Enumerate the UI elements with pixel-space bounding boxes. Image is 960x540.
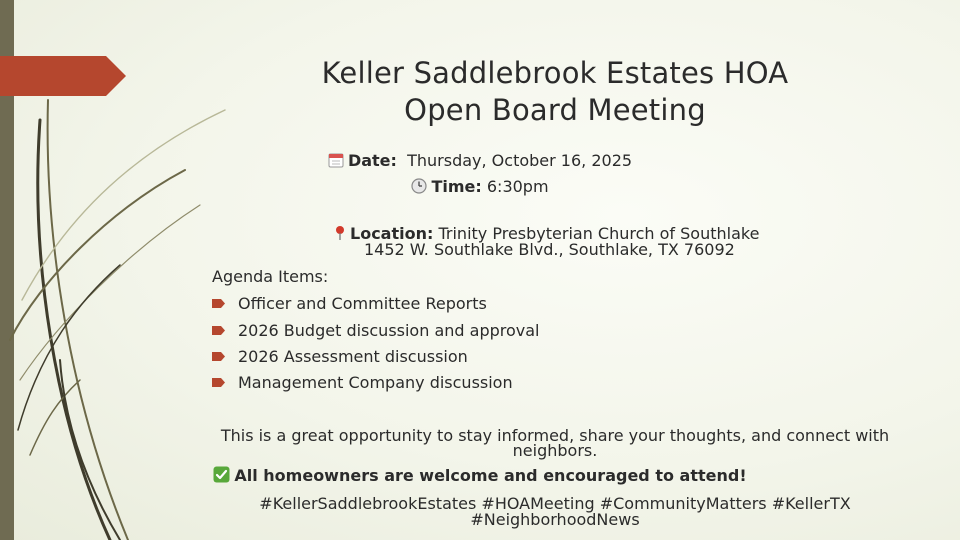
title-line-1: Keller Saddlebrook Estates HOA [321,56,789,90]
pin-icon [334,225,346,241]
bullet-arrow-icon [212,326,225,335]
clock-icon [411,178,427,194]
date-value: Thursday, October 16, 2025 [407,151,633,170]
time-label: Time: [431,177,482,196]
agenda-item-text: Management Company discussion [238,373,513,392]
location-address: 1452 W. Southlake Blvd., Southlake, TX 76092 [364,240,735,259]
location-value: Trinity Presbyterian Church of Southlake [438,224,760,243]
agenda-item [212,294,487,313]
welcome-line [0,466,960,485]
location-label: Location: [350,224,434,243]
bullet-arrow-icon [212,378,225,387]
hashtags-line-2: #NeighborhoodNews [470,510,640,529]
calendar-icon [328,152,344,168]
agenda-item-text: 2026 Budget discussion and approval [238,321,540,340]
agenda-item [212,321,539,340]
agenda-item [212,347,468,366]
accent-arrow-shape [0,56,126,96]
agenda-item [212,373,513,392]
bullet-arrow-icon [212,299,225,308]
checkmark-icon [213,466,230,483]
agenda-item-text: Officer and Committee Reports [238,294,487,313]
title-line-2: Open Board Meeting [404,93,706,127]
agenda-item-text: 2026 Assessment discussion [238,347,468,366]
time-line [0,177,960,196]
date-line [0,151,960,170]
bullet-arrow-icon [212,352,225,361]
message-line-1: This is a great opportunity to stay informed, share your thoughts, and connect with [220,426,890,445]
agenda-title: Agenda Items: [212,267,329,286]
message-line-2: neighbors. [512,441,598,460]
time-value: 6:30pm [486,177,549,196]
welcome-text: All homeowners are welcome and encouraged to attend! [234,466,747,485]
date-label: Date: [347,151,397,170]
hashtags-line-1: #KellerSaddlebrookEstates #HOAMeeting #CommunityMatters #KellerTX [259,494,851,513]
